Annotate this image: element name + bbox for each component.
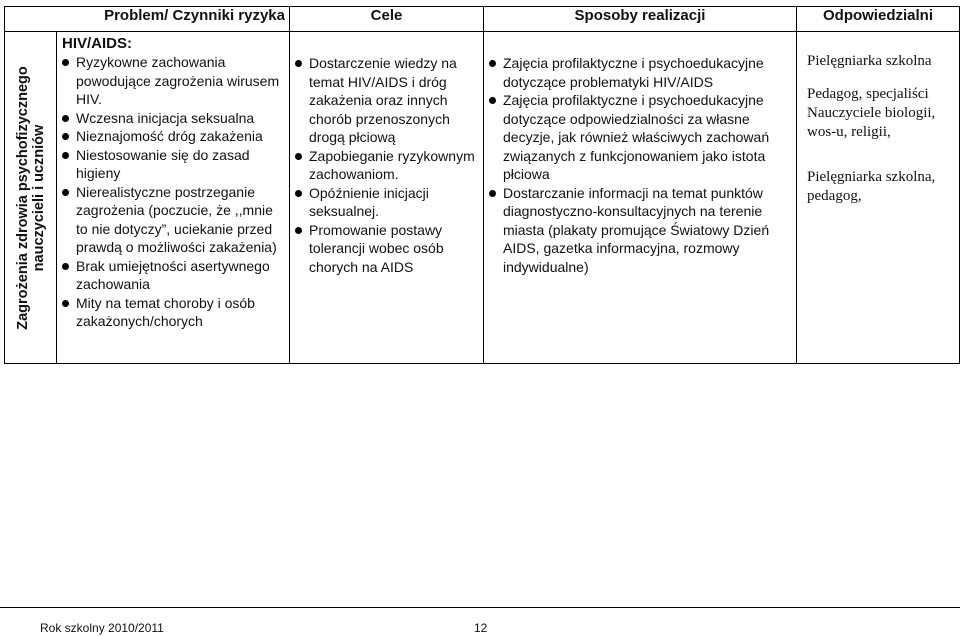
methods-cell — [484, 32, 797, 364]
responsible-3: Nauczyciele biologii, wos-u, religii, — [807, 105, 936, 140]
header-responsible: Odpowiedzialni — [797, 7, 960, 32]
list-item: Ryzykowne zachowania powodujące zagrożenia wirusem HIV. — [61, 53, 283, 109]
list-item: Promowanie postawy tolerancji wobec osób chorych na AIDS — [294, 221, 477, 277]
list-item: Zajęcia profilaktyczne i psychoedukacyjne dotyczące odpowiedzialności za własne decyzje, jak również właściwych zachowań związanych z funkcjonowaniem jako istota płciowa — [488, 91, 790, 184]
list-item: Zajęcia profilaktyczne i psychoedukacyjne dotyczące problematyki HIV/AIDS — [488, 54, 790, 91]
goals-list — [294, 54, 477, 276]
list-item: Mity na temat choroby i osób zakażonych/chorych — [61, 294, 283, 331]
header-problem: Problem/ Czynniki ryzyka — [5, 7, 290, 32]
list-item: Wczesna inicjacja seksualna — [61, 109, 283, 128]
side-label-line1: Zagrożenia zdrowia psychofizycznego — [14, 65, 31, 330]
responsible-4: Pielęgniarka szkolna, pedagog, — [807, 169, 936, 204]
list-item: Niestosowanie się do zasad higieny — [61, 146, 283, 183]
header-methods: Sposoby realizacji — [484, 7, 797, 32]
table-header-row — [5, 7, 960, 32]
page-number: 12 — [474, 621, 488, 635]
goals-cell — [290, 32, 484, 364]
page-footer — [0, 607, 960, 636]
list-item: Zapobieganie ryzykownym zachowaniom. — [294, 147, 477, 184]
problem-cell — [57, 32, 290, 364]
side-label — [15, 66, 47, 329]
risk-table — [4, 6, 960, 364]
table-row — [5, 32, 960, 364]
side-label-cell — [5, 32, 57, 364]
problem-title: HIV/AIDS: — [62, 35, 133, 52]
list-item: Nieznajomość dróg zakażenia — [61, 127, 283, 146]
side-label-line2: nauczycieli i uczniów — [30, 124, 47, 271]
responsible-1: Pielęgniarka szkolna — [807, 53, 932, 69]
school-year: Rok szkolny 2010/2011 — [40, 621, 164, 635]
list-item: Nierealistyczne postrzeganie zagrożenia (poczucie, że ,,mnie to nie dotyczy”, uciekanie przed prawdą o możliwości zakażenia) — [61, 183, 283, 257]
list-item: Dostarczenie wiedzy na temat HIV/AIDS i dróg zakażenia oraz innych chorób przenoszonych drogą płciową — [294, 54, 477, 147]
responsible-2: Pedagog, specjaliści — [807, 86, 929, 102]
responsible-cell — [797, 32, 960, 364]
list-item: Opóźnienie inicjacji seksualnej. — [294, 184, 477, 221]
methods-list — [488, 54, 790, 276]
list-item: Dostarczanie informacji na temat punktów diagnostyczno-konsultacyjnych na terenie miasta (plakaty promujące Światowy Dzień AIDS, gazetka informacyjna, rozmowy indywidualne) — [488, 184, 790, 277]
problem-list — [61, 53, 283, 331]
header-goals: Cele — [290, 7, 484, 32]
list-item: Brak umiejętności asertywnego zachowania — [61, 257, 283, 294]
